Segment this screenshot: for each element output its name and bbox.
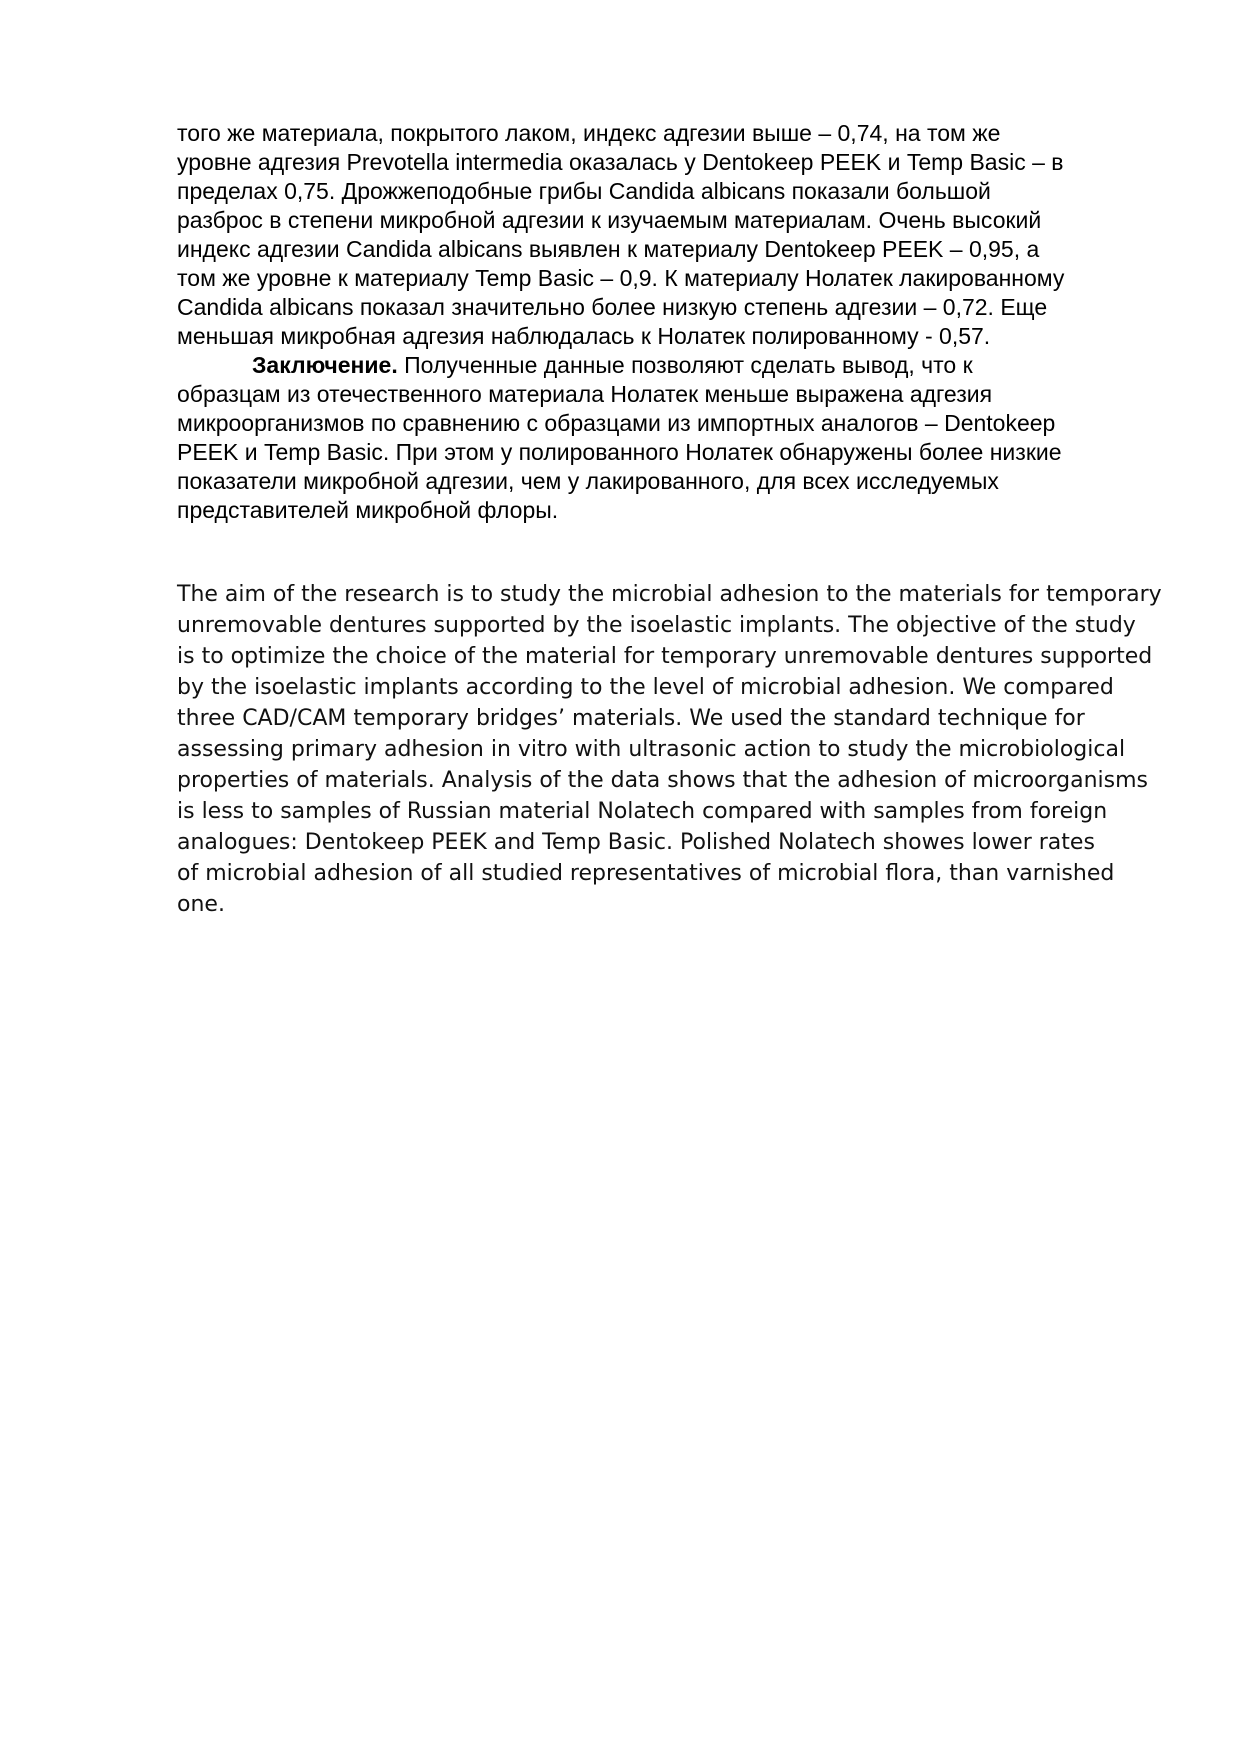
russian-text-line: пределах 0,75. Дрожжеподобные грибы Candida albicans показали большой [177, 178, 991, 204]
abstract-line: three CAD/CAM temporary bridges’ materials. We used the standard technique for [177, 706, 1085, 731]
conclusion-heading: Заключение. [252, 352, 398, 378]
conclusion-text: Полученные данные позволяют сделать вывод, что к [404, 352, 973, 378]
abstract-line: by the isoelastic implants according to the level of microbial adhesion. We compared [177, 675, 1114, 700]
russian-text-line: уровне адгезия Prevotella intermedia оказалась у Dentokeep PEEK и Temp Basic – в [177, 149, 1064, 175]
russian-text-line: индекс адгезии Candida albicans выявлен к материалу Dentokeep PEEK – 0,95, а [177, 236, 1040, 262]
abstract-line: unremovable dentures supported by the isoelastic implants. The objective of the study [177, 613, 1136, 638]
conclusion-line: PEEK и Temp Basic. При этом у полированного Нолатек обнаружены более низкие [177, 439, 1062, 465]
abstract-line: one. [177, 892, 225, 917]
russian-text-line: меньшая микробная адгезия наблюдалась к Нолатек полированному - 0,57. [177, 323, 991, 349]
abstract-line: is less to samples of Russian material Nolatech compared with samples from foreign [177, 799, 1108, 824]
russian-text-line: разброс в степени микробной адгезии к изучаемым материалам. Очень высокий [177, 207, 1042, 233]
abstract-line: The aim of the research is to study the microbial adhesion to the materials for temporary [177, 582, 1162, 607]
abstract-line: assessing primary adhesion in vitro with ultrasonic action to study the microbiological [177, 737, 1126, 762]
russian-text-line: том же уровне к материалу Temp Basic – 0,9. К материалу Нолатек лакированному [177, 265, 1065, 291]
abstract-line: properties of materials. Analysis of the data shows that the adhesion of microorganisms [177, 768, 1149, 793]
russian-text-line: того же материала, покрытого лаком, индекс адгезии выше – 0,74, на том же [177, 120, 1001, 146]
conclusion-line: образцам из отечественного материала Нолатек меньше выражена адгезия [177, 381, 993, 407]
conclusion-line: показатели микробной адгезии, чем у лакированного, для всех исследуемых [177, 468, 999, 494]
abstract-line: of microbial adhesion of all studied representatives of microbial flora, than varnished [177, 861, 1115, 886]
conclusion-line: микроорганизмов по сравнению с образцами из импортных аналогов – Dentokeep [177, 410, 1056, 436]
abstract-line: is to optimize the choice of the material for temporary unremovable dentures supported [177, 644, 1153, 669]
russian-text-line: Candida albicans показал значительно более низкую степень адгезии – 0,72. Еще [177, 294, 1048, 320]
conclusion-line: представителей микробной флоры. [177, 497, 559, 523]
conclusion-first-line [252, 351, 973, 380]
abstract-line: analogues: Dentokeep PEEK and Temp Basic. Polished Nolatech showes lower rates [177, 830, 1095, 855]
